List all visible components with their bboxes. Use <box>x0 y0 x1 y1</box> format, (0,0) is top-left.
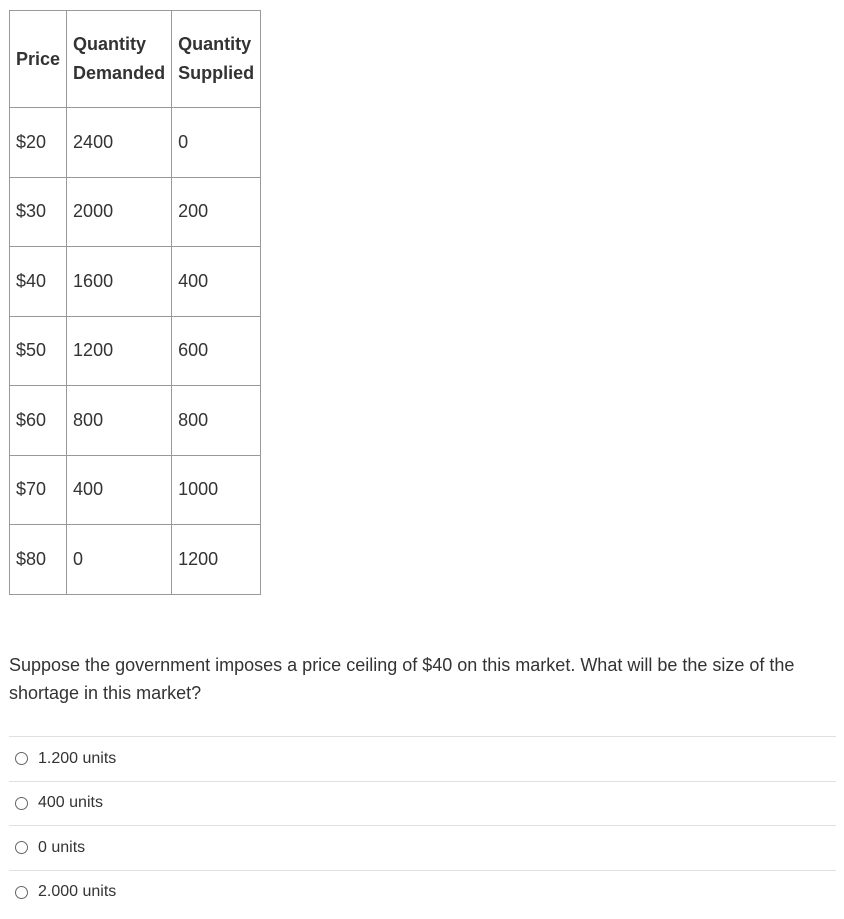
cell-quantity-supplied: 600 <box>172 316 261 386</box>
answer-label: 0 units <box>38 838 86 856</box>
answer-label: 2.000 units <box>38 883 117 901</box>
cell-price: $50 <box>10 316 67 386</box>
table-row <box>10 316 261 386</box>
header-quantity-supplied-line-1: Quantity <box>178 34 252 54</box>
header-price <box>10 11 67 108</box>
header-quantity-demanded-line-2: Demanded <box>73 63 166 83</box>
answer-option-1[interactable] <box>9 736 836 781</box>
header-quantity-supplied-line-2: Supplied <box>178 63 255 83</box>
header-price-label: Price <box>16 48 61 69</box>
radio-button-icon[interactable] <box>15 886 28 899</box>
radio-button-icon[interactable] <box>15 752 28 765</box>
table-row <box>10 455 261 525</box>
cell-quantity-supplied: 400 <box>172 247 261 317</box>
answer-option-3[interactable] <box>9 825 836 870</box>
header-quantity-demanded-line-1: Quantity <box>73 34 147 54</box>
table-row <box>10 108 261 178</box>
answer-options <box>9 736 836 914</box>
table-row <box>10 177 261 247</box>
cell-quantity-supplied: 1200 <box>172 525 261 595</box>
cell-quantity-demanded: 1600 <box>67 247 172 317</box>
supply-demand-table <box>9 10 261 595</box>
table-row <box>10 525 261 595</box>
answer-option-2[interactable] <box>9 781 836 826</box>
cell-price: $60 <box>10 386 67 456</box>
cell-quantity-supplied: 1000 <box>172 455 261 525</box>
question-text: Suppose the government imposes a price ceiling of $40 on this market. What will be the size of the shortage in this market? <box>9 655 795 703</box>
table-row <box>10 386 261 456</box>
table-row <box>10 247 261 317</box>
radio-button-icon[interactable] <box>15 797 28 810</box>
cell-price: $30 <box>10 177 67 247</box>
cell-quantity-demanded: 0 <box>67 525 172 595</box>
header-quantity-demanded <box>67 11 172 108</box>
answer-option-4[interactable] <box>9 870 836 915</box>
radio-button-icon[interactable] <box>15 841 28 854</box>
cell-price: $20 <box>10 108 67 178</box>
cell-quantity-supplied: 800 <box>172 386 261 456</box>
cell-quantity-demanded: 1200 <box>67 316 172 386</box>
header-quantity-supplied <box>172 11 261 108</box>
cell-quantity-demanded: 2000 <box>67 177 172 247</box>
cell-price: $40 <box>10 247 67 317</box>
cell-quantity-supplied: 200 <box>172 177 261 247</box>
cell-price: $70 <box>10 455 67 525</box>
cell-quantity-demanded: 2400 <box>67 108 172 178</box>
cell-quantity-supplied: 0 <box>172 108 261 178</box>
cell-price: $80 <box>10 525 67 595</box>
answer-label: 400 units <box>38 794 103 812</box>
answer-label: 1.200 units <box>38 749 117 767</box>
cell-quantity-demanded: 400 <box>67 455 172 525</box>
cell-quantity-demanded: 800 <box>67 386 172 456</box>
table-header-row <box>10 11 261 108</box>
